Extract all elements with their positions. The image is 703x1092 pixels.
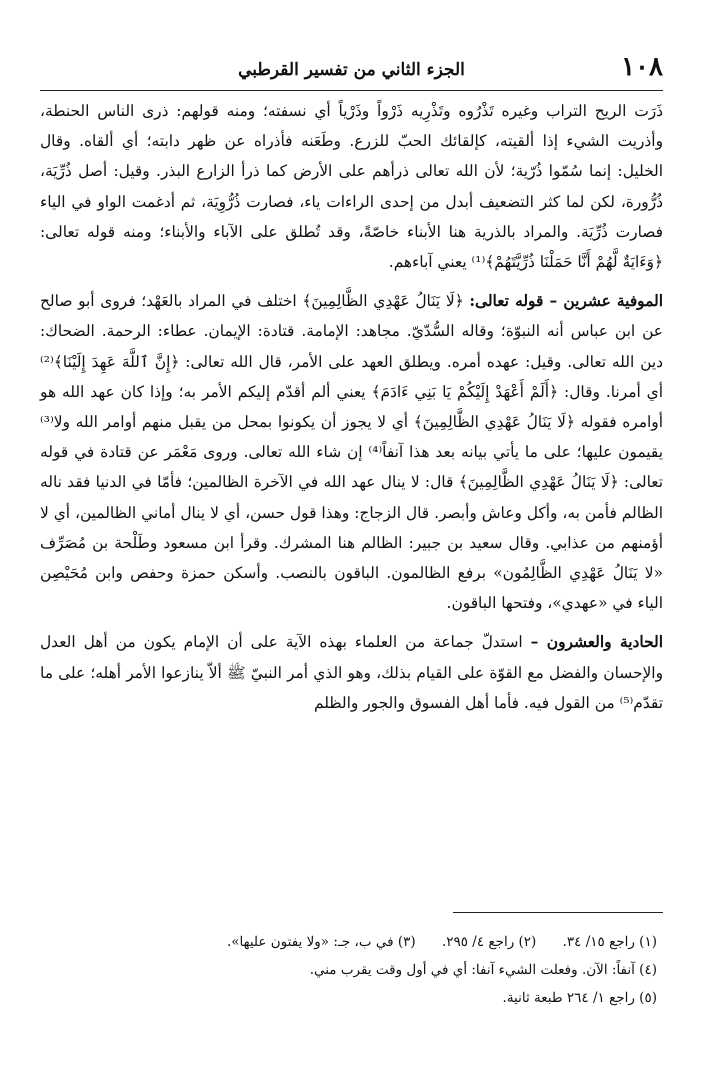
footnote-row-2 bbox=[40, 956, 657, 984]
running-title: الجزء الثاني من تفسير القرطبي bbox=[238, 60, 465, 80]
page-header bbox=[40, 50, 663, 91]
paragraph-1 bbox=[40, 96, 663, 277]
paragraph-3-text: استدلّ جماعة من العلماء بهذه الآية على أن الإمام يكون من أهل العدل والإحسان والفضل مع القوّة على القيام بذلك، وهو الذي أمر النبيّ ﷺ ألاّ ينازعوا الأمر أهله؛ على ما تقدّم⁽⁵⁾ من القول فيه. فأما أهل الفسوق والجور والظلم bbox=[40, 633, 663, 712]
paragraph-2-lead: الموفية عشرين – قوله تعالى: bbox=[469, 292, 663, 311]
main-text bbox=[40, 96, 663, 727]
footnote-1: (١) راجع ١٥/ ٣٤. bbox=[562, 934, 657, 950]
paragraph-3 bbox=[40, 627, 663, 718]
paragraph-3-lead: الحادية والعشرون – bbox=[530, 633, 664, 652]
footnote-4: (٤) آنفاً: الآن. وفعلت الشيء آنفا: أي في أول وقت يقرب مني. bbox=[309, 962, 657, 978]
paragraph-2 bbox=[40, 286, 663, 618]
footnotes bbox=[40, 928, 657, 1012]
footnote-3: (٣) في ب، جـ: «ولا يفتون عليها». bbox=[226, 934, 416, 950]
paragraph-1-text: ذَرَت الريح التراب وغيره تَذْرُوه وتَذْرِيه ذَرْواً وذَرْياً أي نسفته؛ ومنه قولهم: ذرى الناس الحنطة، وأذريت الشيء إذا ألقيته، كإلقائك الحبّ للزرع. وطَعَنه فأذراه عن ظهر دابته؛ أي ألقاه. وقال الخليل: إنما سُمّوا ذُرّية؛ لأن الله تعالى ذرأهم على الأرض كما ذرأ الزارع البذر. وقيل: أصل ذُرِّيَة، ذُرُّورة، لكن لما كثر التضعيف أبدل من إحدى الراءات ياء، فصارت ذُرُّوِيَة، ثم أدغمت الواو في الياء فصارت ذُرِّيَة. والمراد بالذرية هنا الأبناء خاصّةً، وقد تُطلق على الآباء والأبناء؛ ومنه قوله تعالى: ﴿وَءَايَةٌ لَّهُمْ أَنَّا حَمَلْنَا ذُرِّيَّتَهُمْ﴾⁽¹⁾ يعني آباءهم. bbox=[40, 102, 663, 272]
footnote-divider bbox=[453, 912, 663, 913]
footnote-2: (٢) راجع ٤/ ٢٩٥. bbox=[441, 934, 537, 950]
footnote-row-1 bbox=[40, 928, 657, 956]
paragraph-2-text: ﴿لَا يَنَالُ عَهْدِي الظَّالِمِينَ﴾ اختلف في المراد بالعَهْد؛ فروى أبو صالح عن ابن عباس أنه النبوّة؛ وقاله السُّدّيّ. مجاهد: الإمامة. قتادة: الإيمان. عطاء: الرحمة. الضحاك: دين الله تعالى. وقيل: عهده أمره. ويطلق العهد على الأمر، قال الله تعالى: ﴿إِنَّ ٱللَّهَ عَهِدَ إِلَيْنَا﴾⁽²⁾ أي أمرنا. وقال: ﴿أَلَمْ أَعْهَدْ إِلَيْكُمْ يَا بَنِي ءَادَمَ﴾ يعني ألم أقدّم إليكم الأمر به؛ وإذا كان عهد الله هو أوامره فقوله ﴿لَا يَنَالُ عَهْدِي الظَّالِمِينَ﴾ أي لا يجوز أن يكونوا بمحل من يقبل منهم أوامر الله ولا⁽³⁾ يقيمون عليها؛ على ما يأتي بيانه بعد هذا آنفاً⁽⁴⁾ إن شاء الله تعالى. وروى مَعْمَر عن قتادة في قوله تعالى: ﴿لَا يَنَالُ عَهْدِي الظَّالِمِينَ﴾ قال: لا ينال عهد الله في الآخرة الظالمين؛ فأمّا في الدنيا فقد ناله الظالم فأمن به، وأكل وعاش وأبصر. قال الزجاج: وهذا قول حسن، أي لا ينال أماني الظالمين، أي لا أؤمنهم من عذابي. وقال سعيد بن جبير: الظالم هنا المشرك. وقرأ ابن مسعود وطَلْحة بن مُصَرِّف «لا يَنَالُ عَهْدِي الظَّالِمُون» برفع الظالمون. الباقون بالنصب. وأسكن حمزة وحفص وابن مُحَيْصِن الياء في «عهدي»، وفتحها الباقون. bbox=[40, 292, 663, 613]
footnote-row-3 bbox=[40, 984, 657, 1012]
footnote-5: (٥) راجع ١/ ٢٦٤ طبعة ثانية. bbox=[502, 990, 657, 1006]
page-number: ١٠٨ bbox=[621, 52, 663, 82]
